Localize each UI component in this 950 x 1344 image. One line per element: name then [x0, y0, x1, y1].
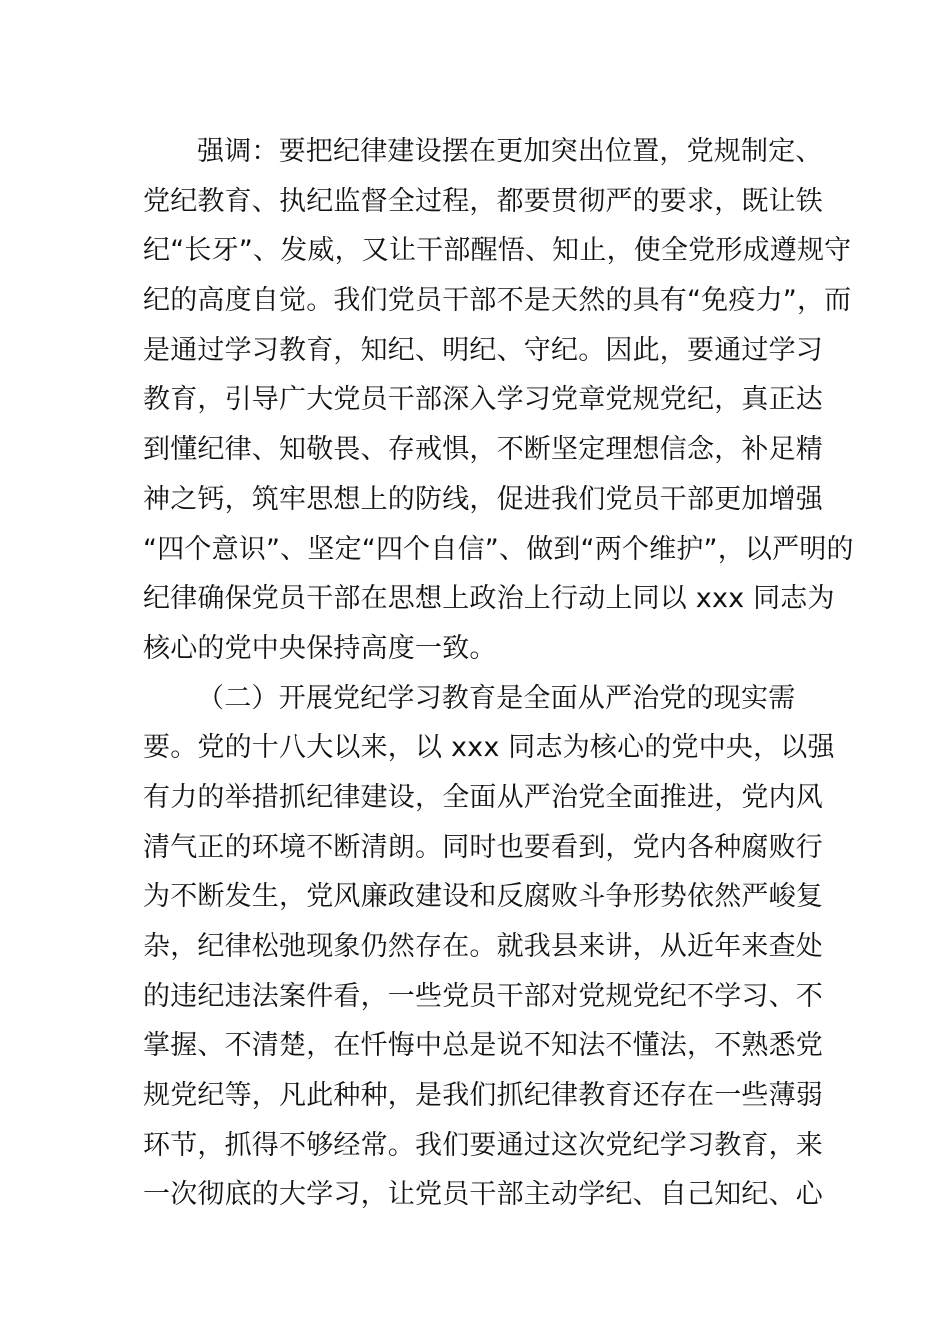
text-line: 的违纪违法案件看，一些党员干部对党规党纪不学习、不 — [143, 980, 823, 1012]
text-line: “四个意识”、坚定“四个自信”、做到“两个维护”，以严明的 — [143, 533, 854, 565]
text-line: 要。党的十八大以来，以 xxx 同志为核心的党中央，以强 — [143, 732, 835, 764]
text-line: 纪律确保党员干部在思想上政治上行动上同以 xxx 同志为 — [143, 583, 835, 615]
text-line: 一次彻底的大学习，让党员干部主动学纪、自己知纪、心 — [143, 1179, 823, 1211]
text-line: 强调：要把纪律建设摆在更加突出位置，党规制定、 — [197, 136, 823, 167]
text-line: 纪的高度自觉。我们党员干部不是天然的具有“免疫力”，而 — [143, 285, 852, 317]
text-line: 神之钙，筑牢思想上的防线，促进我们党员干部更加增强 — [143, 483, 823, 515]
text-line: 规党纪等，凡此种种，是我们抓纪律教育还存在一些薄弱 — [143, 1080, 823, 1112]
text-line: 杂，纪律松弛现象仍然存在。就我县来讲，从近年来查处 — [143, 931, 823, 962]
text-line: 核心的党中央保持高度一致。 — [143, 632, 497, 664]
section-heading-line: （二）开展党纪学习教育是全面从严治党的现实需 — [197, 682, 796, 714]
text-line: 是通过学习教育，知纪、明纪、守纪。因此，要通过学习 — [143, 334, 823, 366]
text-line: 教育，引导广大党员干部深入学习党章党规党纪，真正达 — [143, 384, 823, 416]
text-line: 清气正的环境不断清朗。同时也要看到，党内各种腐败行 — [143, 831, 823, 863]
text-line: 纪“长牙”、发威，又让干部醒悟、知止，使全党形成遵规守 — [143, 235, 852, 267]
text-line: 有力的举措抓纪律建设，全面从严治党全面推进，党内风 — [143, 781, 823, 813]
text-line: 环节，抓得不够经常。我们要通过这次党纪学习教育，来 — [143, 1129, 823, 1161]
body-text — [143, 132, 854, 1225]
text-line: 党纪教育、执纪监督全过程，都要贯彻严的要求，既让铁 — [143, 185, 823, 217]
text-line: 到懂纪律、知敬畏、存戒惧，不断坚定理想信念，补足精 — [143, 434, 823, 466]
text-line: 为不断发生，党风廉政建设和反腐败斗争形势依然严峻复 — [143, 881, 823, 913]
text-line: 掌握、不清楚，在忏悔中总是说不知法不懂法，不熟悉党 — [143, 1030, 823, 1062]
